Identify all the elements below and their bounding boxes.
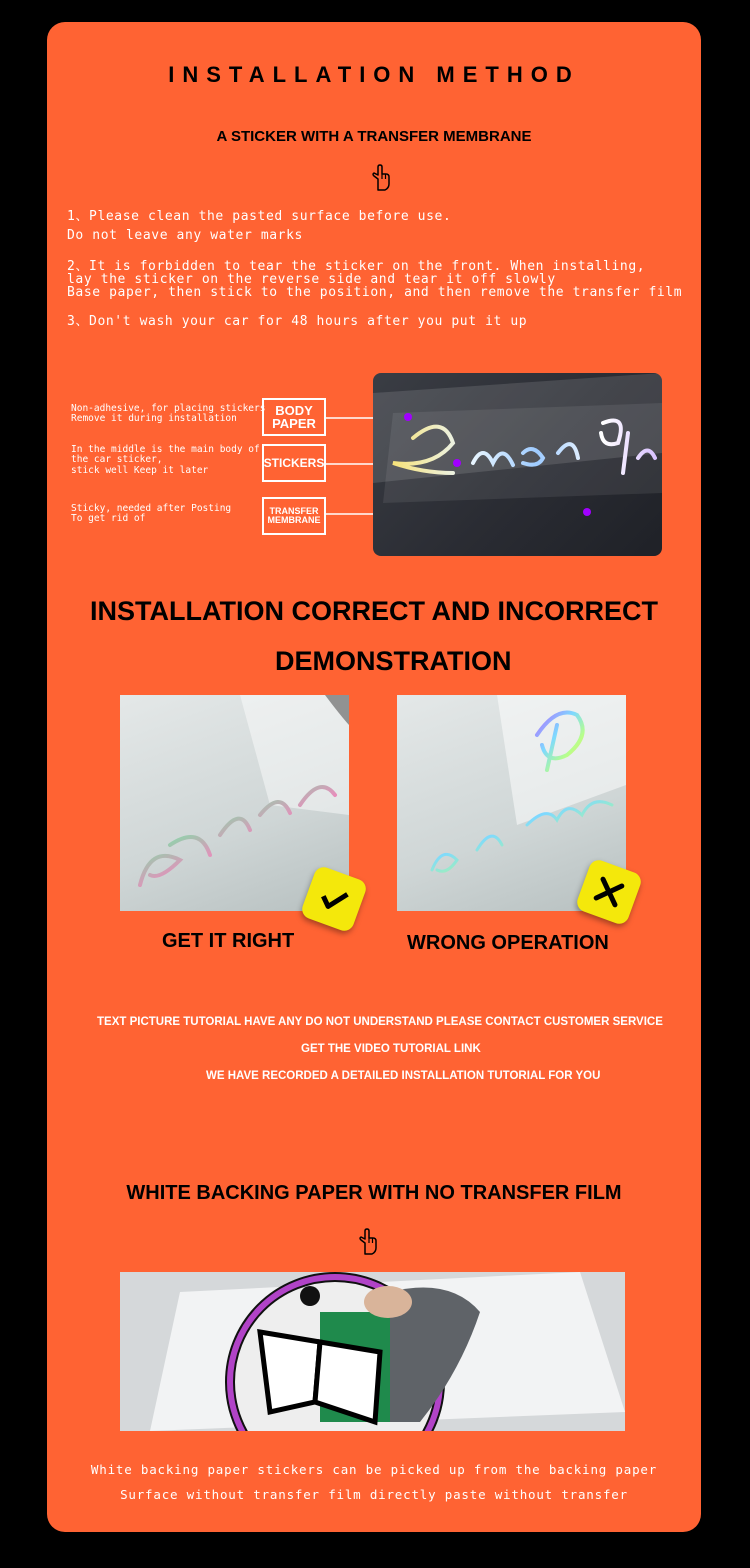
tag-line: STICKERS — [263, 456, 325, 470]
step-3: 3、Don't wash your car for 48 hours after you put it up — [67, 313, 528, 329]
sticker-layers-photo — [373, 373, 662, 556]
tag-line: TRANSFER — [269, 506, 319, 516]
tag-line: MEMBRANE — [267, 515, 321, 525]
backing-title: WHITE BACKING PAPER WITH NO TRANSFER FILM — [126, 1182, 622, 1204]
demo-title-line-1: INSTALLATION CORRECT AND INCORRECT — [90, 596, 658, 626]
step-1-line-1: 1、Please clean the pasted surface before use. — [67, 209, 452, 224]
desc-line: In the middle is the main body of — [71, 444, 260, 455]
layer-transfer-desc — [71, 504, 271, 525]
installation-card — [47, 22, 701, 1532]
desc-line: the car sticker, — [71, 454, 163, 466]
layer-body-paper-desc — [71, 404, 271, 425]
pointing-hand-icon — [369, 164, 393, 192]
stickers-tag — [262, 444, 326, 482]
desc-line: To get rid of — [71, 513, 146, 525]
backing-line-2: Surface without transfer film directly paste without transfer — [120, 1487, 628, 1502]
desc-line: Sticky, needed after Posting — [71, 503, 232, 514]
note-line-1: TEXT PICTURE TUTORIAL HAVE ANY DO NOT UNDERSTAND PLEASE CONTACT CUSTOMER SERVICE — [97, 1016, 663, 1028]
body-paper-tag — [262, 398, 326, 436]
step-2-line-1: 2、It is forbidden to tear the sticker on the front. When installing, — [67, 258, 646, 274]
step-2-line-2: lay the sticker on the reverse side and tear it off slowly — [67, 271, 556, 287]
main-title: INSTALLATION METHOD — [168, 62, 580, 87]
get-it-right-caption: GET IT RIGHT — [162, 930, 295, 952]
desc-line: stick well Keep it later — [71, 464, 209, 476]
backing-paper-photo — [120, 1272, 625, 1431]
desc-line: Remove it during installation — [71, 413, 237, 425]
wrong-operation-caption: WRONG OPERATION — [407, 932, 609, 954]
layer-stickers-desc — [71, 445, 271, 476]
tag-line: BODY — [275, 403, 313, 418]
desc-line: Non-adhesive, for placing stickers — [71, 403, 266, 414]
steps-list — [67, 208, 697, 346]
step-2-line-3: Base paper, then stick to the position, and then remove the transfer film — [67, 284, 683, 300]
note-line-2: GET THE VIDEO TUTORIAL LINK — [301, 1043, 481, 1055]
tag-line: PAPER — [272, 416, 316, 431]
subtitle: A STICKER WITH A TRANSFER MEMBRANE — [216, 128, 532, 145]
note-line-3: WE HAVE RECORDED A DETAILED INSTALLATION TUTORIAL FOR YOU — [206, 1070, 601, 1082]
demo-title-line-2: DEMONSTRATION — [275, 646, 512, 676]
pointing-hand-icon — [356, 1228, 380, 1256]
step-1-line-2: Do not leave any water marks — [67, 227, 303, 243]
transfer-membrane-tag — [262, 497, 326, 535]
backing-line-1: White backing paper stickers can be picked up from the backing paper — [90, 1462, 658, 1477]
